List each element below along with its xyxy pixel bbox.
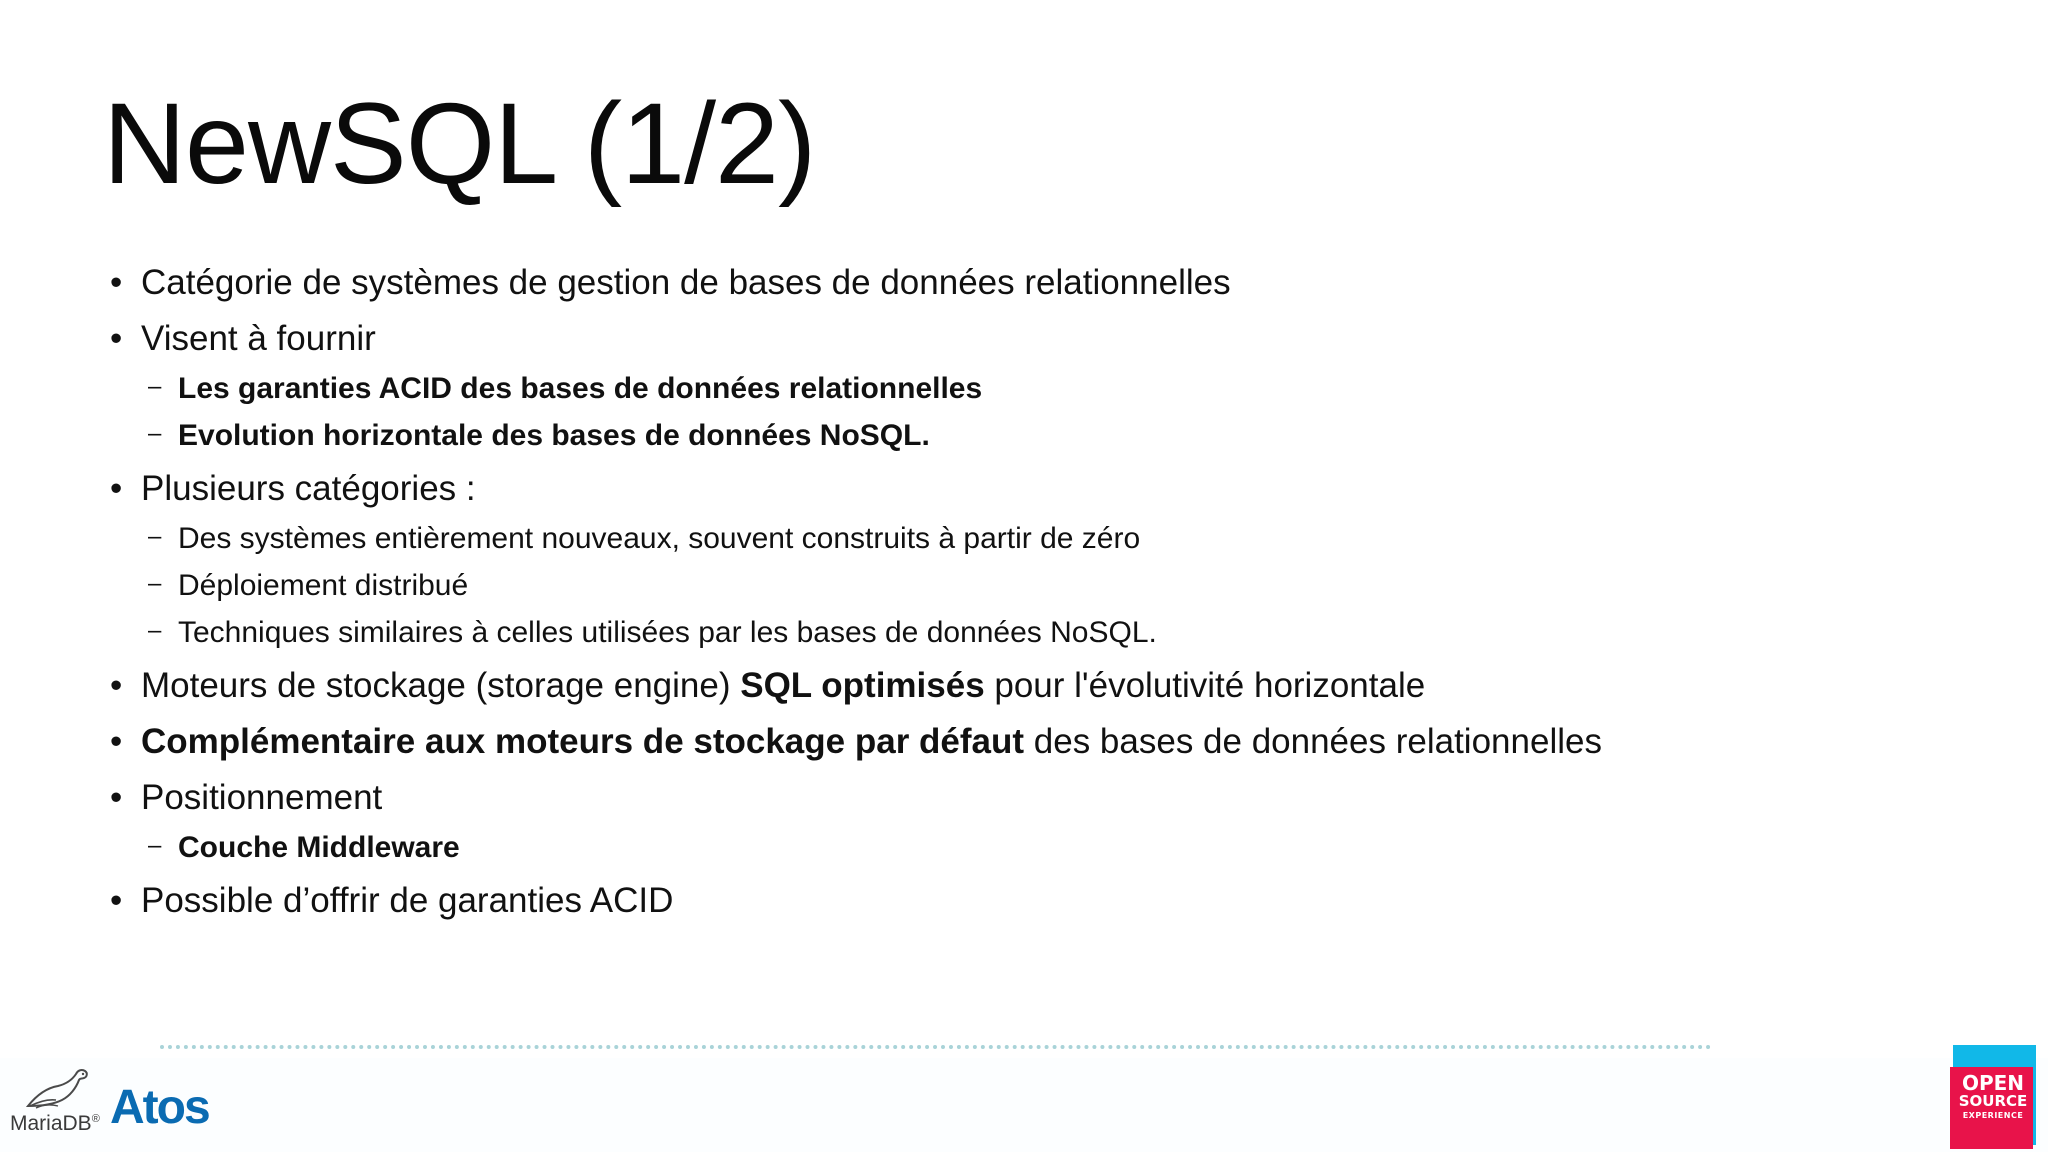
bullet-text: Visent à fournir bbox=[141, 319, 376, 358]
bullet-text-part: des bases de données relationnelles bbox=[1024, 722, 1602, 761]
subbullet-deploiement bbox=[110, 568, 1970, 604]
atos-logo: Atos bbox=[110, 1081, 209, 1134]
bullet-text: Plusieurs catégories : bbox=[141, 469, 476, 508]
bullet-text-bold: SQL optimisés bbox=[740, 666, 985, 705]
subbullet-text: Techniques similaires à celles utilisées par les bases de données NoSQL. bbox=[178, 616, 1157, 649]
bullet-visent bbox=[110, 318, 1970, 360]
subbullet-middleware bbox=[110, 830, 1970, 866]
subbullet-techniques bbox=[110, 615, 1970, 651]
bullet-complementaire bbox=[110, 721, 1970, 763]
bullet-text-part: pour l'évolutivité horizontale bbox=[984, 666, 1426, 705]
subbullet-text: Des systèmes entièrement nouveaux, souvent construits à partir de zéro bbox=[178, 522, 1141, 555]
subbullet-text: Couche Middleware bbox=[178, 831, 460, 864]
bullet-text: Possible d’offrir de garanties ACID bbox=[141, 881, 674, 920]
bullet-text-bold: Complémentaire aux moteurs de stockage par défaut bbox=[141, 722, 1025, 761]
bullet-text: Positionnement bbox=[141, 778, 383, 817]
subbullet-text: Déploiement distribué bbox=[178, 569, 469, 602]
bullet-categorie bbox=[110, 262, 1970, 304]
slide-content bbox=[110, 262, 1970, 922]
logo-word-source: SOURCE bbox=[1958, 1092, 2028, 1110]
footer-band bbox=[0, 1058, 2048, 1152]
mariadb-wordmark: MariaDB bbox=[10, 1112, 92, 1135]
logo-word-experience: EXPERIENCE bbox=[1962, 1111, 2024, 1120]
open-source-experience-logo bbox=[1950, 1045, 2036, 1149]
bullet-positionnement bbox=[110, 777, 1970, 819]
mariadb-logo bbox=[10, 1066, 105, 1136]
subbullet-acid bbox=[110, 371, 1970, 407]
logo-text bbox=[1956, 1073, 2030, 1120]
bullet-possible bbox=[110, 880, 1970, 922]
bullet-plusieurs bbox=[110, 468, 1970, 510]
mariadb-seal-icon bbox=[22, 1066, 94, 1112]
footer-divider bbox=[160, 1045, 1712, 1049]
slide-title: NewSQL (1/2) bbox=[103, 80, 816, 208]
subbullet-text: Les garanties ACID des bases de données relationnelles bbox=[178, 372, 983, 405]
bullet-text-part: Moteurs de stockage (storage engine) bbox=[141, 666, 741, 705]
logo-word-open: OPEN bbox=[1961, 1071, 2025, 1095]
mariadb-registered-mark: ® bbox=[91, 1113, 100, 1125]
bullet-text: Catégorie de systèmes de gestion de bases de données relationnelles bbox=[141, 263, 1231, 302]
subbullet-nouveaux bbox=[110, 521, 1970, 557]
subbullet-text: Evolution horizontale des bases de données NoSQL. bbox=[178, 419, 930, 452]
subbullet-evolution bbox=[110, 418, 1970, 454]
bullet-moteurs bbox=[110, 665, 1970, 707]
